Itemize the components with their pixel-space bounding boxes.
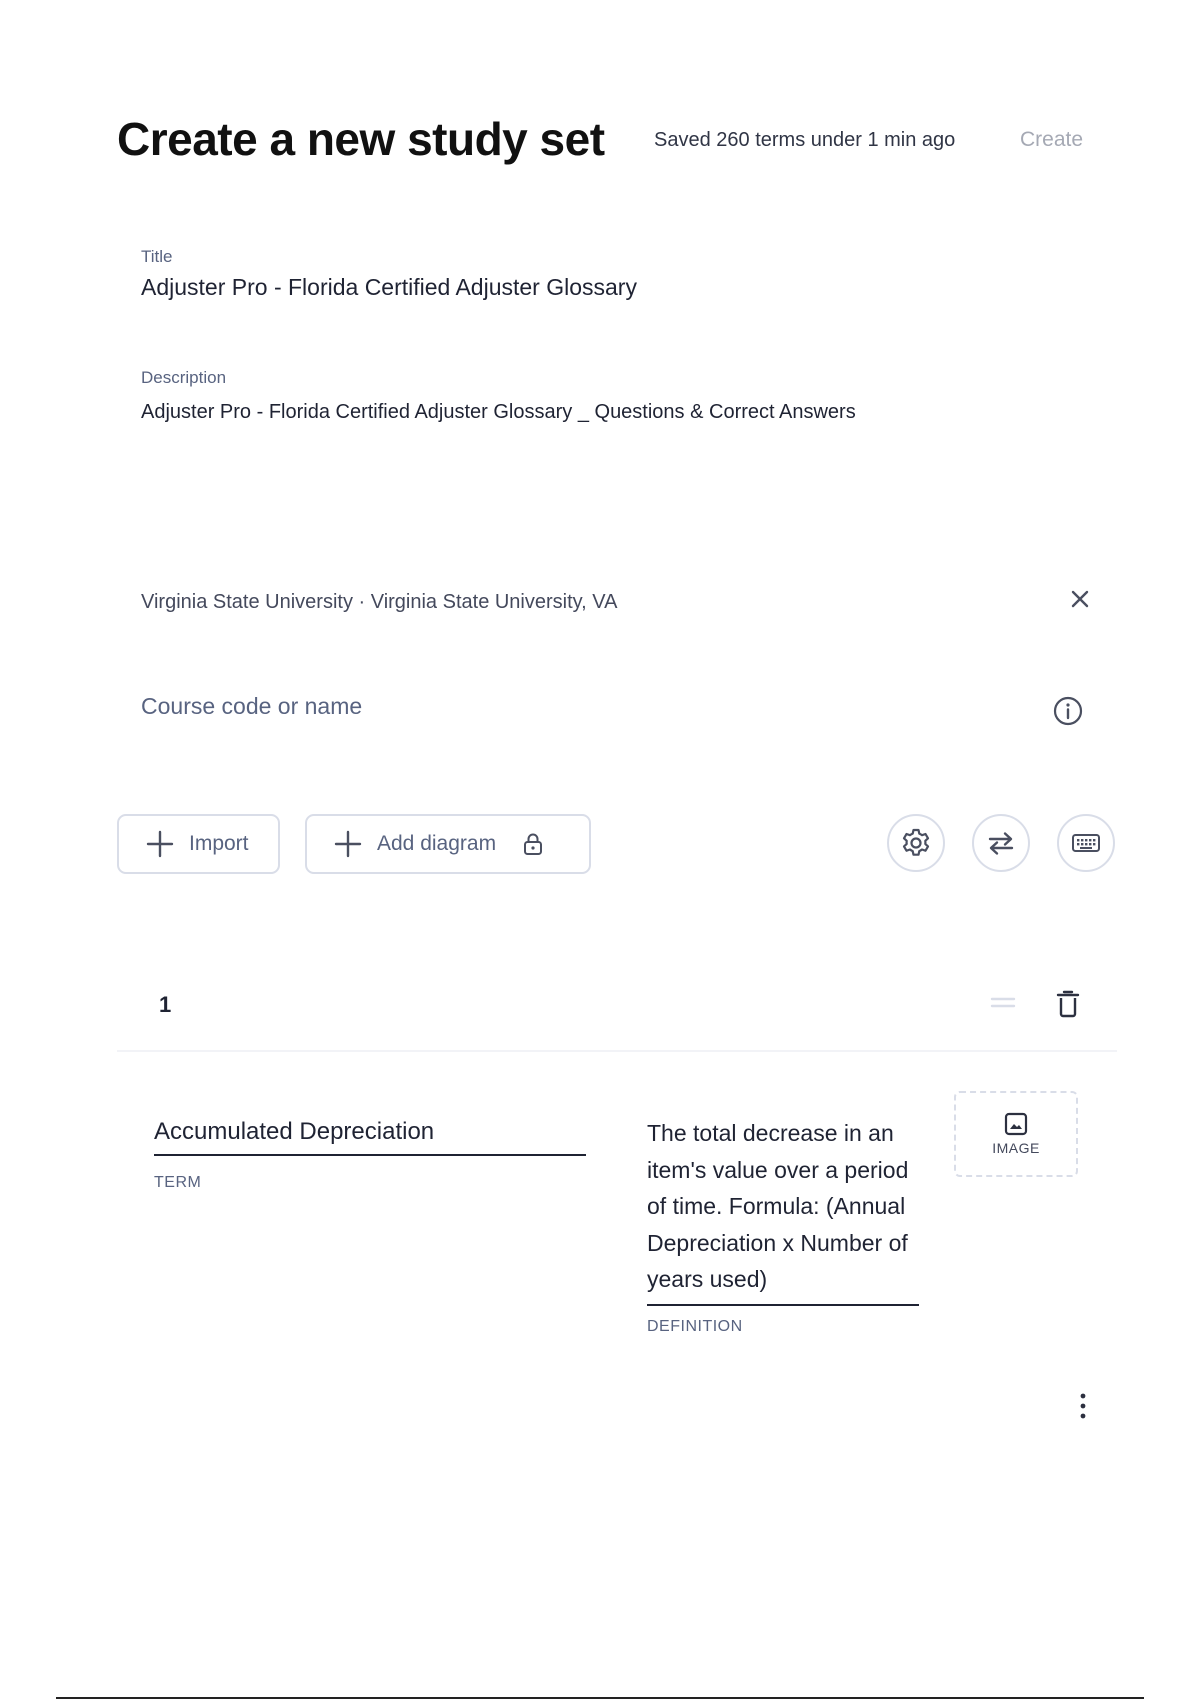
create-button[interactable]: Create xyxy=(1020,128,1084,151)
import-label: Import xyxy=(189,832,249,855)
description-input[interactable]: Adjuster Pro - Florida Certified Adjuster Glossary _ Questions & Correct Answers xyxy=(141,401,856,423)
definition-input[interactable]: The total decrease in an item's value over a period of time. Formula: (Annual Depreciation x Number of years used) xyxy=(647,1115,919,1306)
drag-handle-icon[interactable] xyxy=(990,995,1016,1011)
keyboard-icon xyxy=(1070,827,1102,859)
settings-button[interactable] xyxy=(887,814,945,872)
plus-icon xyxy=(333,829,363,859)
gear-icon xyxy=(900,827,932,859)
trash-icon[interactable] xyxy=(1056,990,1080,1018)
term-input[interactable] xyxy=(154,1118,586,1156)
card-number: 1 xyxy=(159,992,172,1017)
keyboard-shortcuts-button[interactable] xyxy=(1057,814,1115,872)
import-button[interactable] xyxy=(117,814,280,874)
card-divider xyxy=(117,1050,1117,1052)
page-title: Create a new study set xyxy=(117,113,605,165)
term-label: TERM xyxy=(154,1174,202,1191)
image-icon xyxy=(1004,1112,1028,1136)
add-image-button[interactable] xyxy=(954,1091,1078,1177)
close-icon[interactable] xyxy=(1066,585,1094,613)
add-diagram-button[interactable] xyxy=(305,814,591,874)
title-input[interactable]: Adjuster Pro - Florida Certified Adjuster Glossary xyxy=(141,274,637,300)
lock-icon xyxy=(522,832,544,856)
save-status: Saved 260 terms under 1 min ago xyxy=(654,129,956,151)
school-chip: Virginia State University · Virginia State University, VA xyxy=(141,591,618,613)
definition-label: DEFINITION xyxy=(647,1318,743,1335)
swap-icon xyxy=(985,827,1017,859)
page-bottom-rule xyxy=(56,1697,1144,1699)
description-label: Description xyxy=(141,368,227,387)
info-icon[interactable] xyxy=(1052,695,1084,727)
swap-button[interactable] xyxy=(972,814,1030,872)
add-diagram-label: Add diagram xyxy=(377,832,497,855)
more-options-icon[interactable] xyxy=(1076,1392,1090,1420)
course-input[interactable] xyxy=(141,693,1021,720)
image-label: IMAGE xyxy=(992,1140,1040,1156)
plus-icon xyxy=(145,829,175,859)
title-label: Title xyxy=(141,247,173,266)
